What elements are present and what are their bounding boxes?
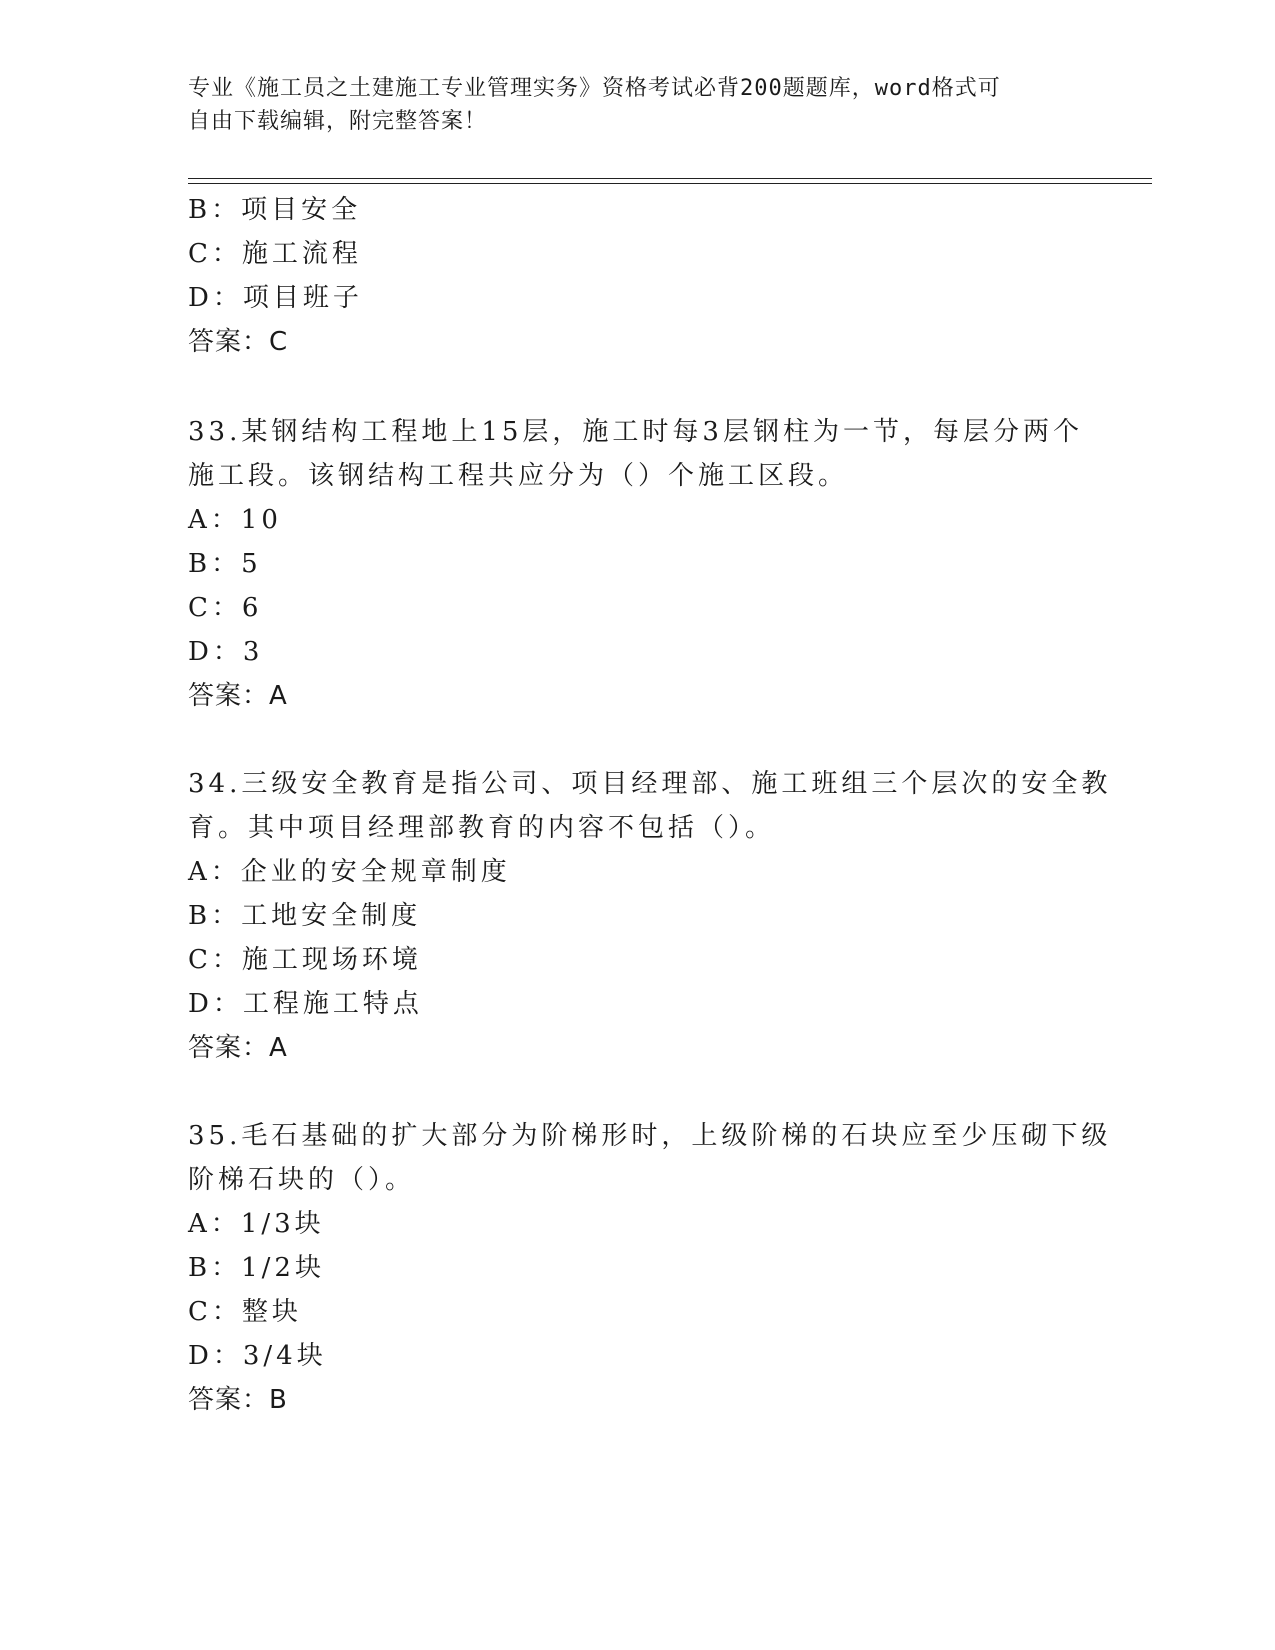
question-stem: 阶梯石块的（）。 [188, 1165, 416, 1195]
option-b: B：工地安全制度 [188, 901, 422, 931]
document-header [188, 72, 1068, 138]
question-stem: 34.三级安全教育是指公司、项目经理部、施工班组三个层次的安全教 [188, 769, 1112, 799]
answer: 答案：A [188, 1033, 288, 1063]
answer: 答案：B [188, 1385, 288, 1415]
option-a: A：1/3块 [188, 1209, 325, 1239]
header-line-1: 专业《施工员之土建施工专业管理实务》资格考试必背200题题库，word格式可 [188, 76, 1001, 101]
header-line-2: 自由下载编辑，附完整答案！ [188, 109, 488, 134]
question-stem: 施工段。该钢结构工程共应分为（）个施工区段。 [188, 461, 849, 491]
option-c: C：6 [188, 593, 263, 623]
option-c: C：整块 [188, 1297, 302, 1327]
question-stem: 育。其中项目经理部教育的内容不包括（）。 [188, 813, 776, 843]
option-c: C：施工流程 [188, 239, 362, 269]
option-b: B：1/2块 [188, 1253, 325, 1283]
option-d: D：3 [188, 637, 264, 667]
option-b: B：5 [188, 549, 262, 579]
option-a: A：企业的安全规章制度 [188, 857, 511, 887]
option-a: A：10 [188, 505, 282, 535]
header-rule-top [188, 178, 1152, 179]
option-d: D：项目班子 [188, 283, 363, 313]
option-d: D：3/4块 [188, 1341, 327, 1371]
option-c: C：施工现场环境 [188, 945, 422, 975]
header-rule-bottom [188, 183, 1152, 184]
option-d: D：工程施工特点 [188, 989, 423, 1019]
question-stem: 33.某钢结构工程地上15层，施工时每3层钢柱为一节，每层分两个 [188, 417, 1083, 447]
option-b: B：项目安全 [188, 195, 362, 225]
answer: 答案：A [188, 681, 288, 711]
question-stem: 35.毛石基础的扩大部分为阶梯形时，上级阶梯的石块应至少压砌下级 [188, 1121, 1112, 1151]
answer: 答案：C [188, 327, 289, 357]
